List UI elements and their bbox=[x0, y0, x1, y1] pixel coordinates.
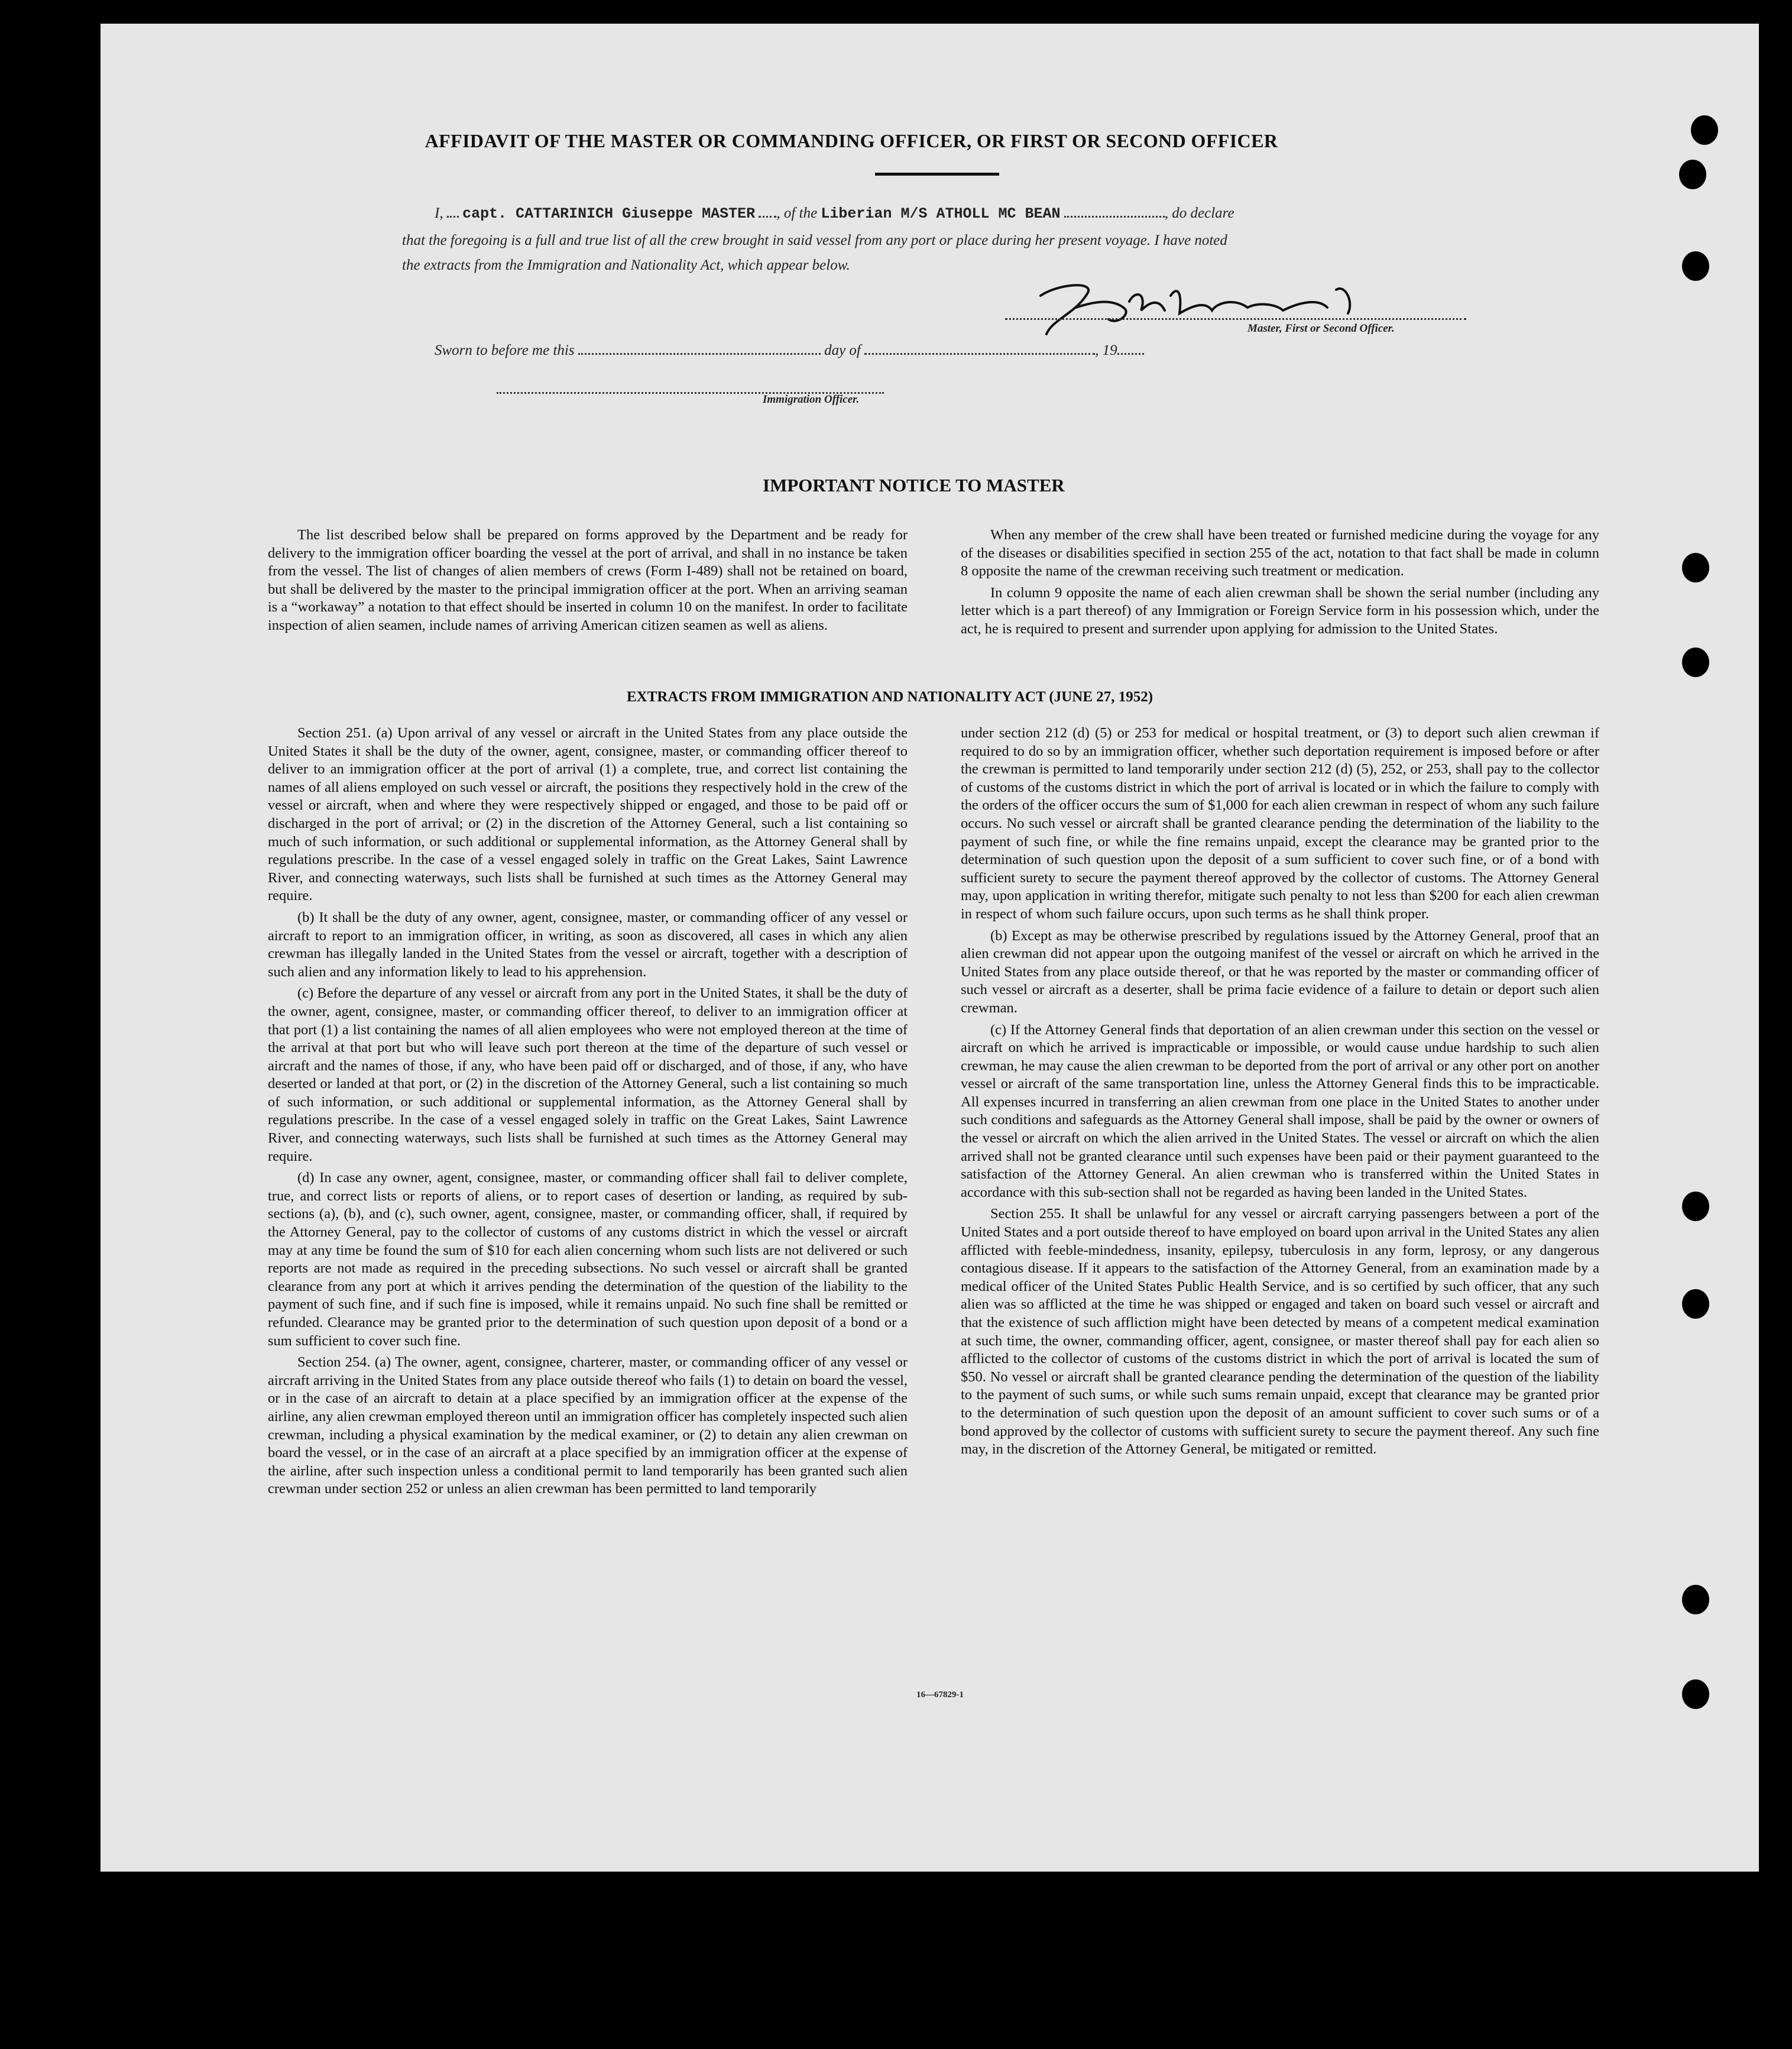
punch-hole-5 bbox=[1682, 648, 1709, 677]
vessel-name-typed: Liberian M/S ATHOLL MC BEAN bbox=[821, 205, 1061, 222]
sworn-prefix: Sworn to before me this bbox=[435, 342, 575, 358]
declaration-line-3: the extracts from the Immigration and Nationality Act, which appear below. bbox=[402, 257, 850, 273]
section-251a: Section 251. (a) Upon arrival of any vessel or aircraft in the United States from any place outside the United States it shall be the duty of the owner, agent, consignee, master, or commanding officer thereof to deliver to an immigration officer at the port of arrival (1) a complete, true, and correct list containing the names of all aliens employed on such vessel or aircraft, the positions they respectively hold in the crew of the vessel or aircraft, when and where they were respectively shipped or engaged, and those to be paid off or discharged in the port of arrival; or (2) in the discretion of the Attorney General, such a list containing so much of such information, or such additional or supplemental information, as the Attorney General shall by regulations prescribe. In the case of a vessel engaged solely in traffic on the Great Lakes, Saint Lawrence River, and connecting waterways, such lists shall be furnished at such times as the Attorney General may require. bbox=[268, 725, 908, 904]
punch-hole-3 bbox=[1682, 251, 1709, 281]
sworn-year-field[interactable] bbox=[1117, 341, 1144, 355]
notice-right-paragraph-2: In column 9 opposite the name of each alien crewman shall be shown the serial number (including any letter which is a part thereof) of any Immigration or Foreign Service form in his possession which, under the act, he is required to present and surrender upon applying for admission to the United States. bbox=[961, 584, 1599, 637]
signature-caption: Master, First or Second Officer. bbox=[1247, 322, 1395, 335]
extracts-heading: EXTRACTS FROM IMMIGRATION AND NATIONALITY ACT (JUNE 27, 1952) bbox=[627, 689, 1153, 705]
section-251d: (d) In case any owner, agent, consignee, master, or commanding officer shall fail to deliver complete, true, and correct lists or reports of aliens, or to report cases of desertion or landing, as required by sub-sections (a), (b), and (c), such owner, agent, consignee, master, or commanding officer, shall, if required by the Attorney General, pay to the collector of customs of any customs district in which the vessel or aircraft may at any time be found the sum of $10 for each alien concerning whom such lists are not delivered or such reports are not made as required in the preceding subsections. No such vessel or aircraft shall be granted clearance from any port at which it arrives pending the determination of the question of the liability to the payment of such fine, and if such fine is imposed, while it remains unpaid. No such fine shall be remitted or refunded. Clearance may be granted prior to the determination of such question upon deposit of a bond or a sum sufficient to cover such fine. bbox=[268, 1170, 908, 1349]
section-254c: (c) If the Attorney General finds that deportation of an alien crewman under this section on the vessel or aircraft on which he arrived is impracticable or impossible, or would cause undue hardship to such alien crewman, he may cause the alien crewman to be deported from the port of arrival or any other port on another vessel or aircraft of the same transportation line, unless the Attorney General finds this to be impracticable. All expenses incurred in transferring an alien crewman from one place in the United States to another under such conditions and safeguards as the Attorney General shall impose, shall be paid by the owner or owners of the vessel or aircraft on which the alien arrived in the United States. The vessel or aircraft on which the alien arrived shall not be granted clearance until such expenses have been paid or their payment guaranteed to the satisfaction of the Attorney General. An alien crewman who is transferred within the United States in accordance with this sub-section shall not be regarded as having been landed in the United States. bbox=[961, 1021, 1599, 1200]
section-254b: (b) Except as may be otherwise prescribed by regulations issued by the Attorney General, proof that an alien crewman did not appear upon the outgoing manifest of the vessel or aircraft on which he arrived in the United States from any place outside thereof, or that he was reported by the master or commanding officer of such vessel or aircraft as a deserter, shall be prima facie evidence of a failure to detain or deport such alien crewman. bbox=[961, 927, 1599, 1016]
punch-hole-2 bbox=[1679, 160, 1706, 189]
day-of-text: day of bbox=[824, 342, 861, 358]
punch-hole-6 bbox=[1682, 1192, 1709, 1221]
punch-hole-9 bbox=[1682, 1679, 1709, 1709]
punch-hole-7 bbox=[1682, 1289, 1709, 1319]
section-251c: (c) Before the departure of any vessel or aircraft from any port in the United States, it shall be the duty of the owner, agent, consignee, master, or commanding officer thereof, to deliver to an immigration officer at that port (1) a list containing the names of all alien employees who were not employed thereon at the time of the arrival at that port but who will leave such port thereon at the time of the departure of such vessel or aircraft and the names of those, if any, who have been paid off or discharged, and of those, if any, who have deserted or landed at that port, or (2) in the discretion of the Attorney General, such a list containing so much of such information, or such additional or supplemental information, as the Attorney General shall by regulations prescribe. In the case of a vessel engaged solely in traffic on the Great Lakes, Saint Lawrence River, and connecting waterways, such lists shall be furnished at such times as the Attorney General may require. bbox=[268, 985, 908, 1164]
immigration-officer-caption: Immigration Officer. bbox=[763, 393, 860, 406]
declaration-line-1 bbox=[435, 204, 1534, 222]
form-number: 16—67829-1 bbox=[916, 1690, 964, 1700]
section-254a-continued: under section 212 (d) (5) or 253 for medical or hospital treatment, or (3) to deport such alien crewman if required to do so by an immigration officer, whether such deportation requirement is imposed before or after the crewman is permitted to land temporarily under section 212 (d) (5), 252, or 253, shall pay to the collector of customs of the customs district in which the port of arrival is located or in which the failure to comply with the orders of the officer occurs the sum of $1,000 for each alien crewman in respect of whom any such failure occurs. No such vessel or aircraft shall be granted clearance pending the determination of the liability to the payment of such fine, or while the fine remains unpaid, except the clearance may be granted prior to the determination of such question upon the deposit of a sum sufficient to cover such fine, or of a bond with sufficient surety to secure the payment thereof approved by the collector of customs. The Attorney General may, upon application in writing therefor, mitigate such penalty to not less than $200 for each alien crewman in respect of whom such failure occurs, upon such terms as he shall think proper. bbox=[961, 725, 1599, 922]
of-the-text: , of the bbox=[776, 205, 818, 221]
declaration-prefix: I, bbox=[435, 205, 443, 221]
master-name-typed: capt. CATTARINICH Giuseppe MASTER bbox=[462, 205, 756, 222]
notice-left-paragraph: The list described below shall be prepared on forms approved by the Department and be ready for delivery to the immigration officer boarding the vessel at the port of arrival, and shall in no instance be taken from the vessel. The list of changes of alien members of crews (Form I-489) shall not be retained on board, but shall be delivered by the master to the principal immigration officer at the port. When an arriving seaman is a “workaway” a notation to that effect should be inserted in column 10 on the manifest. In order to facilitate inspection of alien seamen, include names of arriving American citizen seamen as well as aliens. bbox=[268, 527, 908, 633]
section-255: Section 255. It shall be unlawful for any vessel or aircraft carrying passengers between a port of the United States and a port outside thereof to have employed on board upon arrival in the United States any alien afflicted with feeble-mindedness, insanity, epilepsy, tuberculosis in any form, leprosy, or any dangerous contagious disease. If it appears to the satisfaction of the Attorney General, from an examination made by a medical officer of the United States Public Health Service, and is so certified by such officer, that any such alien was so afflicted at the time he was shipped or engaged and taken on board such vessel or aircraft and that the existence of such affliction might have been detected by means of a competent medical examination at such time, the owner, commanding officer, agent, consignee, or master thereof shall pay for each alien so afflicted to the collector of customs of the customs district in which the port of arrival is located the sum of $50. No vessel or aircraft shall be granted clearance pending the determination of the question of the liability to the payment of such sums, or while such sums remain unpaid, except that clearance may be granted prior to the determination of such question upon the deposit of an amount sufficient to cover such sums or of a bond approved by the collector of customs with sufficient surety to secure the payment thereof. Any such fine may, in the discretion of the Attorney General, be mitigated or remitted. bbox=[961, 1206, 1599, 1458]
year-prefix: , 19 bbox=[1095, 342, 1117, 358]
immigration-officer-signature-line[interactable] bbox=[497, 380, 884, 394]
sworn-line bbox=[435, 341, 1144, 359]
section-254a: Section 254. (a) The owner, agent, consignee, charterer, master, or commanding officer of any vessel or aircraft arriving in the United States from any place outside thereof who fails (1) to detain on board the vessel, or in the case of an aircraft to detain at a place specified by an immigration officer at the expense of the airline, any alien crewman employed thereon until an immigration officer has completely inspected such alien crewman, including a physical examination by the medical examiner, or (2) to detain any alien crewman on board the vessel, or in the case of an aircraft at a place specified by an immigration officer at the expense of the airline, after such inspection unless a conditional permit to land temporarily has been granted such alien crewman under section 252 or unless an alien crewman has been permitted to land temporarily bbox=[268, 1354, 908, 1497]
notice-left-column bbox=[268, 526, 908, 639]
punch-hole-8 bbox=[1682, 1585, 1709, 1614]
section-251b: (b) It shall be the duty of any owner, agent, consignee, master, or commanding officer of any vessel or aircraft to report to an immigration officer, in writing, as soon as discovered, all cases in which any alien crewman has illegally landed in the United States from the vessel or aircraft, together with a description of such alien and any information likely to lead to his apprehension. bbox=[268, 909, 908, 980]
do-declare-text: , do declare bbox=[1164, 205, 1234, 221]
punch-hole-4 bbox=[1682, 553, 1709, 582]
sworn-day-field[interactable] bbox=[578, 341, 821, 355]
page-title: AFFIDAVIT OF THE MASTER OR COMMANDING OFFICER, OR FIRST OR SECOND OFFICER bbox=[424, 130, 1278, 151]
punch-hole-1 bbox=[1691, 115, 1718, 145]
extracts-left-column bbox=[268, 724, 908, 1502]
declaration-line-2: that the foregoing is a full and true list of all the crew brought in said vessel from any port or place during her present voyage. I have noted bbox=[402, 232, 1227, 248]
signature-line bbox=[1005, 306, 1466, 320]
notice-right-paragraph-1: When any member of the crew shall have been treated or furnished medicine during the voyage for any of the diseases or disabilities specified in section 255 of the act, notation to that fact shall be made in column 8 opposite the name of the crewman receiving such treatment or medication. bbox=[961, 527, 1599, 580]
title-rule bbox=[875, 173, 999, 176]
notice-right-column bbox=[961, 526, 1599, 642]
sworn-month-field[interactable] bbox=[864, 341, 1095, 355]
extracts-right-column bbox=[961, 724, 1599, 1462]
notice-heading: IMPORTANT NOTICE TO MASTER bbox=[763, 475, 1065, 496]
